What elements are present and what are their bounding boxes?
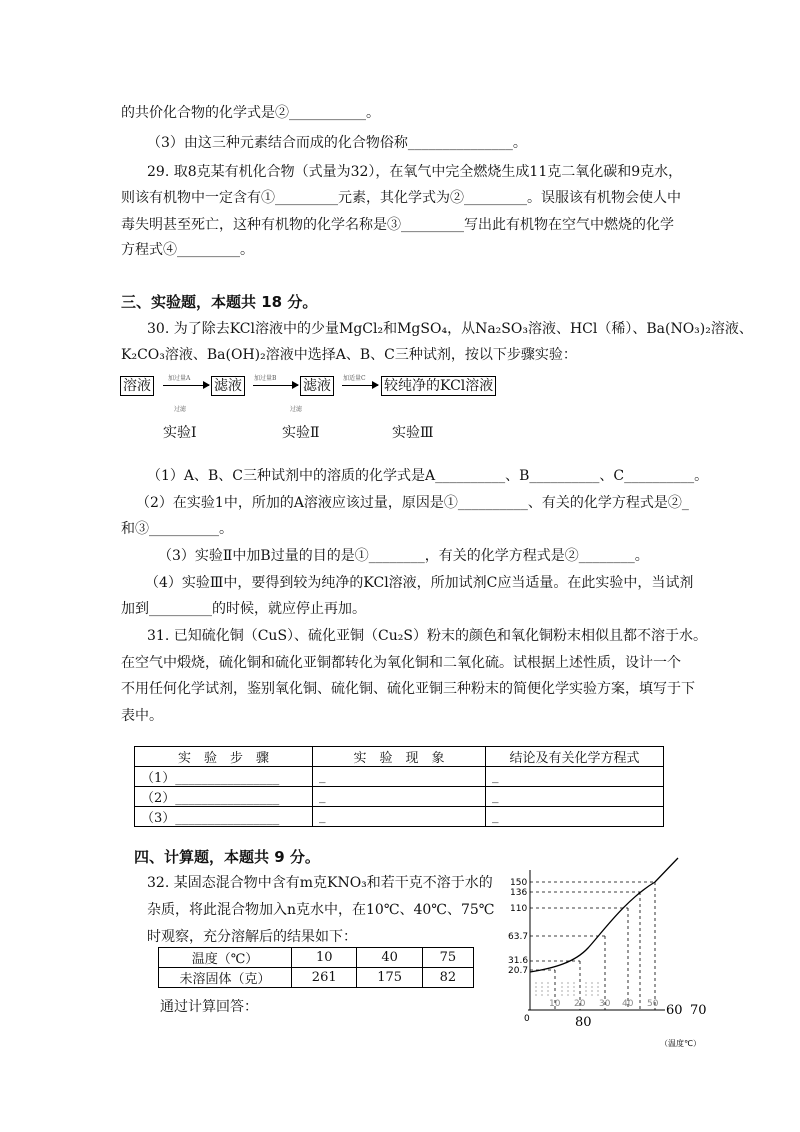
axis-hatching (536, 982, 598, 998)
question-32-line: 32. 某固态混合物中含有m克KNO₃和若干克不溶于水的 (147, 875, 493, 891)
table-cell: _ (313, 767, 486, 787)
solubility-graph (500, 850, 720, 1050)
flow-step-note: 过滤 (174, 406, 187, 413)
section-3-heading: 三、实验题，本题共 18 分。 (121, 293, 318, 311)
table-cell: 261 (292, 968, 357, 988)
question-29-line: 方程式④_________。 (121, 242, 254, 258)
x-tick-label: 60 (666, 1003, 683, 1018)
flow-arrow-label: 加适量C (343, 375, 366, 382)
table-cell: 175 (357, 968, 422, 988)
x-tick-label: 20 (574, 999, 586, 1009)
flow-box-filtrate: 滤液 (300, 376, 334, 396)
y-tick-label: 150 (510, 878, 528, 888)
question-32-line: 通过计算回答： (160, 999, 258, 1015)
x-origin-label: 0 (524, 1014, 530, 1024)
flow-arrow (253, 385, 298, 386)
flow-arrow-label: 加过量A (168, 375, 191, 382)
question-30-part: 加到_________的时候，就应停止再加。 (121, 601, 366, 617)
solubility-table (158, 947, 474, 988)
x-tick-label: 30 (599, 999, 611, 1009)
table-cell: _ (313, 807, 486, 827)
table-row (135, 807, 664, 827)
table-row (159, 948, 474, 968)
question-31-line: 31. 已知硫化铜（CuS）、硫化亚铜（Cu₂S）粉末的颜色和氧化铜粉末相似且都不溶于水。 (147, 628, 707, 644)
question-31-line: 不用任何化学试剂，鉴别氧化铜、硫化铜、硫化亚铜三种粉末的简便化学实验方案，填写于下 (121, 681, 695, 697)
x-tick-label: 70 (690, 1003, 707, 1018)
question-30-line: K₂CO₃溶液、Ba(OH)₂溶液中选择A、B、C三种试剂，按以下步骤实验： (121, 347, 577, 363)
table-row (135, 787, 664, 807)
question-32-line: 时观察，充分溶解后的结果如下： (147, 929, 357, 945)
table-row (135, 767, 664, 787)
y-tick-label: 31.6 (508, 956, 529, 966)
table-cell: 温度（℃） (159, 948, 292, 968)
guide-lines (530, 882, 655, 1010)
flow-arrow (163, 385, 209, 386)
x-axis-unit: （温度℃） (660, 1039, 701, 1048)
question-32-line: 杂质，将此混合物加入n克水中，在10℃、40℃、75℃ (147, 902, 495, 918)
table-cell: （1）________________ (135, 767, 313, 787)
table-cell: 40 (357, 948, 422, 968)
y-tick-label: 63.7 (508, 932, 529, 942)
x-tick-label: 10 (549, 999, 561, 1009)
x-tick-label: 50 (647, 999, 659, 1009)
table-cell: 10 (292, 948, 357, 968)
flow-step-label: 实验Ⅱ (282, 425, 320, 441)
table-header: 实 验 步 骤 (135, 747, 313, 767)
y-tick-label: 110 (510, 904, 528, 914)
flow-step-label: 实验Ⅲ (392, 425, 434, 441)
x-tick-label: 40 (622, 999, 634, 1009)
table-cell: 82 (422, 968, 473, 988)
x-axis-label: 80 (575, 1015, 592, 1030)
question-31-line: 在空气中煅烧，硫化铜和硫化亚铜都转化为氧化铜和二氧化硫。试根据上述性质，设计一个 (121, 655, 681, 671)
flow-arrow-label: 加过量B (254, 375, 277, 382)
y-tick-label: 20.7 (508, 966, 529, 976)
question-30-part: （1）A、B、C三种试剂中的溶质的化学式是A__________、B__________、C__________。 (147, 468, 709, 484)
question-29-line: 毒失明甚至死亡，这种有机物的化学名称是③_________写出此有机物在空气中燃烧的化学 (121, 217, 674, 233)
table-cell: 未溶固体（克） (159, 968, 292, 988)
question-29-line: 则该有机物中一定含有①_________元素，其化学式为②_________。误服该有机物会使人中 (121, 190, 681, 206)
section-4-heading: 四、计算题，本题共 9 分。 (134, 848, 320, 866)
question-29-line: 29. 取8克某有机化合物（式量为32），在氧气中完全燃烧生成11克二氧化碳和9克水， (147, 164, 683, 180)
table-cell: _ (313, 787, 486, 807)
table-cell: _ (486, 767, 664, 787)
table-row (159, 968, 474, 988)
question-30-line: 30. 为了除去KCl溶液中的少量MgCl₂和MgSO₄，从Na₂SO₃溶液、HCl（稀）、Ba(NO₃)₂溶液、 (147, 321, 753, 337)
y-tick-label: 136 (510, 888, 528, 898)
flow-step-label: 实验Ⅰ (163, 425, 197, 441)
question-31-line: 表中。 (121, 708, 163, 724)
table-cell: （3）________________ (135, 807, 313, 827)
flow-step-note: 过滤 (290, 406, 303, 413)
table-cell: _ (486, 807, 664, 827)
solubility-curve (530, 858, 678, 972)
question-30-part: （4）实验Ⅲ中，要得到较为纯净的KCl溶液，所加试剂C应当适量。在此实验中，当试剂 (145, 575, 694, 591)
table-header: 结论及有关化学方程式 (486, 747, 664, 767)
table-cell: _ (486, 787, 664, 807)
table-header-row (135, 747, 664, 767)
question-30-part: （3）实验Ⅱ中加B过量的目的是①________，有关的化学方程式是②________。 (158, 548, 649, 564)
table-cell: 75 (422, 948, 473, 968)
flow-arrow (342, 385, 378, 386)
flow-box-result: 较纯净的KCl溶液 (381, 376, 496, 396)
table-header: 实 验 现 象 (313, 747, 486, 767)
text-line: 的共价化合物的化学式是②___________。 (121, 105, 380, 121)
flow-box-filtrate: 滤液 (211, 376, 245, 396)
text-line: （3）由这三种元素结合而成的化合物俗称_______________。 (147, 135, 527, 151)
table-cell: （2）________________ (135, 787, 313, 807)
experiment-table (134, 746, 664, 827)
question-30-part: 和③__________。 (121, 521, 233, 537)
question-30-part: （2）在实验1中，所加的A溶液应该过量，原因是①__________、有关的化学方程式是②_ (136, 495, 689, 511)
flow-box-solution: 溶液 (120, 376, 154, 396)
